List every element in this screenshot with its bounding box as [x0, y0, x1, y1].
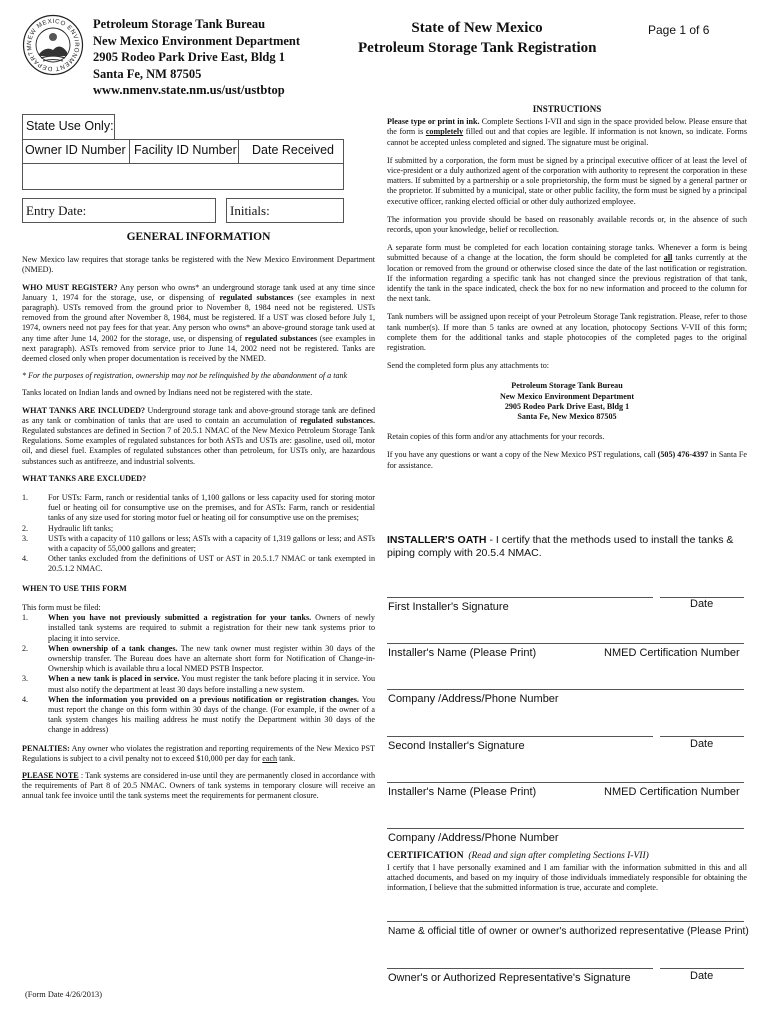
department-name: New Mexico Environment Department [93, 33, 301, 48]
paragraph-emphasis: completely [425, 127, 464, 137]
please-note-paragraph [22, 771, 375, 802]
entry-date-field[interactable]: Entry Date: [22, 198, 216, 223]
installers-oath [387, 534, 747, 560]
first-installer-signature-line[interactable] [387, 597, 653, 598]
date-label: Date [690, 738, 714, 750]
owner-signature-label: Owner's or Authorized Representative's Signature [388, 972, 631, 984]
instructions-paragraph-2: If submitted by a corporation, the form must be signed by a principal executive officer of at least the level of vice-president or a duly authorized agent of the corporation with authority to represent the corporation in these matters. If submitted by a partnership or a sole proprietorship, the form must be signed by a general partner or the proprietor. If submitted by a municipal, state or other public facility, the form must be signed by a principal executive officer, ranking elected official or other duly authorized employee. [387, 155, 747, 206]
paragraph-text: Complete Sections I-VII and sign in the space provided below. Please ensure that the form is [387, 117, 747, 137]
state-use-only-label: State Use Only: [22, 114, 115, 140]
paragraph-emphasis: Please type or print in ink. [387, 117, 480, 127]
company-line[interactable] [387, 689, 744, 690]
general-information-column [22, 232, 375, 809]
instructions-paragraph-4 [387, 243, 747, 304]
page-number: Page 1 of 6 [648, 23, 710, 37]
company-address-phone-label: Company /Address/Phone Number [388, 693, 559, 705]
paragraph-text: (see examples in next paragraph). USTs removed from the ground prior to November 8, 1984 need not be registered. USTs removed from the ground after November 8, 1984, must be registered. If a UST was closed before July 1, 1974, owners need not pay fees for that year. Any person who owns* an above-ground storage tank used at any time after June 14, 2002 for the storage, use, or dispensing of [22, 292, 376, 343]
list-number: 2. [22, 523, 29, 533]
certification-text: I certify that I have personally examined and I am familiar with the information submitted in this and all attached documents, and based on my inquiry of those individuals immediately responsible for obtaining the information, I believe that the submitted information is true, accurate and complete. [387, 863, 747, 893]
city-state-zip: Santa Fe, NM 87505 [93, 66, 202, 81]
nmed-certification-label: NMED Certification Number [604, 786, 740, 798]
list-item [22, 674, 375, 694]
form-title [358, 18, 596, 58]
intro-paragraph: New Mexico law requires that storage tanks be registered with the New Mexico Environment Department (NMED). [22, 255, 375, 275]
list-text: You must report the change on this form within 30 days of the change. (For example, if the owner of a tank system changes his mailing address he must notify the Department within 30 days of the change in address) [48, 694, 375, 735]
facility-id-field[interactable]: Facility ID Number [134, 143, 237, 157]
mailing-address [387, 381, 747, 422]
paragraph-text: (see examples in next paragraph). ASTs removed from service prior to June 14, 2002 need not be registered. Tanks are deemed closed only when proper documentation is received by the NMED. [22, 333, 376, 364]
list-emphasis: When a new tank is placed in service. [48, 674, 180, 684]
owner-name-title-line[interactable] [387, 921, 744, 922]
street-address: 2905 Rodeo Park Drive East, Bldg 1 [93, 50, 286, 64]
paragraph-emphasis: all [663, 253, 673, 263]
list-number: 1. [22, 613, 29, 623]
list-item [22, 554, 375, 574]
bureau-address-block [93, 16, 300, 99]
list-text: You must register the tank before placing it in service. You must also notify the department at least 30 days before installing a new system. [48, 674, 375, 694]
certification-title [387, 851, 649, 861]
list-item [22, 613, 375, 644]
tanks-included-paragraph [22, 406, 375, 467]
address-line: New Mexico Environment Department [499, 391, 635, 401]
list-number: 1. [22, 493, 29, 503]
initials-field[interactable]: Initials: [226, 198, 344, 223]
owner-name-title-label: Name & official title of owner or owner's authorized representative (Please Print) [388, 926, 749, 937]
paragraph-text: filled out and that copies are legible. If information is not known, so indicate. Forms cannot be accepted unless completed and signed. The signature must be original. [387, 127, 747, 147]
paragraph-text: Any person who owns* an underground storage tank used at any time since January 1, 1974 for the storage, use, or dispensing of [22, 282, 375, 302]
list-number: 3. [22, 533, 29, 543]
list-text: For USTs: Farm, ranch or residential tanks of 1,100 gallons or less capacity used for storing motor fuel or heating oil for consumptive use on the premises, and for ASTs: Farm, ranch or residential tanks of any size used for storing motor fuel or heating oil for consumptive use on the premises; [48, 493, 375, 523]
list-text: The new tank owner must register within 30 days of the ownership transfer. The Bureau does have an alternate short form for Notification of Change-in-Ownership which is available thru a local NMED PSTB Inspector. [48, 643, 375, 674]
paragraph-text: Underground storage tank and above-ground storage tank are defined as any tank or combination of tanks that are used to contain an accumulation of [22, 405, 375, 425]
when-to-use-label: WHEN TO USE THIS FORM [22, 583, 127, 593]
date-received-field[interactable]: Date Received [252, 143, 334, 157]
company-address-phone-label: Company /Address/Phone Number [388, 832, 559, 844]
oath-text: - I certify that the methods used to install the tanks & piping comply with 20.5.4 NMAC. [387, 534, 734, 559]
when-to-use-list [22, 613, 375, 735]
installer-name-line[interactable] [387, 643, 744, 644]
list-text: USTs with a capacity of 110 gallons or less; ASTs with a capacity of 1,319 gallons or less; and ASTs with a capacity of 55,000 gallons and greater; [48, 533, 375, 554]
paragraph-text: in Santa Fe for assistance. [387, 450, 748, 470]
date-label: Date [690, 970, 714, 982]
certification-note: (Read and sign after completing Sections I-VII) [468, 851, 649, 861]
tanks-excluded-label: WHAT TANKS ARE EXCLUDED? [22, 473, 147, 483]
paragraph-emphasis: regulated substances. [300, 415, 375, 425]
list-item [22, 534, 375, 554]
paragraph-text: tanks currently at the location or removed from the ground or otherwise closed since the date of the last notification or registration. If the information regarding a specific tank has not changed since the previous registration of that tank, identify the tank in the space indicated, check the box for no new information and proceed to the column for the next tank. [387, 253, 747, 304]
instructions-column [387, 104, 747, 479]
website-url: www.nmenv.state.nm.us/ust/ustbtop [93, 83, 285, 97]
who-must-register-label: WHO MUST REGISTER? [22, 282, 118, 292]
list-number: 4. [22, 694, 29, 704]
form-title-line1: State of New Mexico [411, 20, 543, 36]
list-text: Hydraulic lift tanks; [48, 523, 114, 533]
paragraph-emphasis: regulated substances [219, 292, 294, 302]
installer-name-label: Installer's Name (Please Print) [388, 647, 537, 659]
list-text: Other tanks excluded from the definitions of UST or AST in 20.5.1.7 NMAC or tank exempted in 20.5.1.2 NMAC. [48, 554, 375, 574]
address-line: 2905 Rodeo Park Drive East, Bldg 1 [504, 401, 630, 411]
date-line[interactable] [660, 736, 744, 737]
svg-text:NEW MEXICO ENVIRONMENT DEPARTM [22, 14, 80, 72]
form-title-line2: Petroleum Storage Tank Registration [358, 40, 597, 56]
paragraph-text: Regulated substances are defined in Section 7 of 20.5.1 NMAC of the New Mexico Petroleum Storage Tank Regulations. Some examples of regulated substances for both ASTs and USTs are: gasoline, used oil, motor oil, and diesel fuel. Examples of regulated substances other than petroleum, for USTs only, are hazardous substances such as antifreeze, and industrial solvents. [22, 426, 375, 466]
installer-name-label: Installer's Name (Please Print) [388, 786, 537, 798]
paragraph-emphasis: regulated substances [244, 333, 318, 343]
tanks-included-label: WHAT TANKS ARE INCLUDED? [22, 405, 146, 415]
date-label: Date [690, 598, 714, 610]
ownership-footnote: * For the purposes of registration, ownership may not be relinquished by the abandonment of a tank [22, 371, 348, 381]
paragraph-text: A separate form must be completed for each location containing storage tanks. Whenever a form is being submitted because of a change at the location, the form should be completed for [387, 243, 747, 263]
seal-text: NEW MEXICO ENVIRONMENT DEPARTM [25, 17, 81, 73]
list-emphasis: When ownership of a tank changes. [48, 643, 178, 653]
list-number: 4. [22, 554, 29, 564]
bureau-name: Petroleum Storage Tank Bureau [93, 17, 266, 31]
list-emphasis: When the information you provided on a previous notification or registration changes. [48, 694, 359, 704]
state-use-headers [22, 139, 344, 163]
list-number: 3. [22, 674, 29, 684]
penalties-paragraph [22, 744, 375, 764]
second-installer-signature-line[interactable] [387, 736, 653, 737]
company-line[interactable] [387, 828, 744, 829]
nmed-certification-label: NMED Certification Number [604, 647, 740, 659]
list-number: 2. [22, 643, 29, 653]
when-to-use-intro: This form must be filed: [22, 602, 101, 612]
installer-name-line[interactable] [387, 782, 744, 783]
list-text: Owners of newly installed tank systems are required to submit a registration for their new tank systems prior to placing it into service. [48, 613, 375, 643]
list-item [22, 695, 375, 736]
please-note-label: PLEASE NOTE [22, 770, 79, 780]
list-item [22, 644, 375, 675]
instructions-paragraph-6: Send the completed form plus any attachments to: [387, 361, 550, 371]
address-line: Petroleum Storage Tank Bureau [511, 381, 623, 391]
form-date: (Form Date 4/26/2013) [25, 990, 102, 999]
first-installer-signature-label: First Installer's Signature [388, 601, 509, 613]
date-line[interactable] [660, 968, 744, 969]
list-emphasis: When you have not previously submitted a registration for your tanks. [48, 613, 312, 623]
general-information-heading: GENERAL INFORMATION [126, 231, 271, 243]
paragraph-text: Any owner who violates the registration and reporting requirements of the New Mexico PST Regulations is subject to a civil penalty not to exceed $10,000 per day for [22, 743, 375, 763]
second-installer-signature-label: Second Installer's Signature [388, 740, 525, 752]
instructions-paragraph-7: Retain copies of this form and/or any attachments for your records. [387, 432, 605, 442]
owner-id-field[interactable]: Owner ID Number [25, 143, 126, 157]
instructions-paragraph-5: Tank numbers will be assigned upon receipt of your Petroleum Storage Tank registration. Please, refer to those tank number(s). If more than 5 tanks are owned at any location, photocopy Sections V-VII of this form; complete them for the additional tanks and staple photocopies of the completed pages to the original registration. [387, 312, 747, 353]
paragraph-text: If you have any questions or want a copy of the New Mexico PST regulations, call [387, 450, 658, 460]
who-must-register-paragraph [22, 283, 375, 365]
paragraph-text: tank. [277, 753, 296, 763]
divider [22, 163, 344, 164]
list-item [22, 493, 375, 524]
excluded-list [22, 493, 375, 575]
list-item [22, 524, 375, 534]
instructions-paragraph-3: The information you provide should be based on reasonably available records or, in the absence of such records, upon your knowledge, belief or recollection. [387, 214, 747, 235]
owner-signature-line[interactable] [387, 968, 653, 969]
phone-number: (505) 476-4397 [657, 450, 709, 460]
instructions-paragraph-8 [387, 450, 747, 470]
paragraph-text: : Tank systems are considered in-use until they are permanently closed in accordance with the requirements of Part 8 of 20.5 NMAC. Owners of tank systems in temporary closure will receive an annual tank fee invoice until the tank systems meet the requirements for permanent closure. [22, 770, 375, 801]
instructions-heading: INSTRUCTIONS [532, 104, 602, 114]
indian-lands-note: Tanks located on Indian lands and owned by Indians need not be registered with the state. [22, 388, 313, 398]
penalties-label: PENALTIES: [22, 743, 70, 753]
instructions-paragraph-1 [387, 117, 747, 148]
address-line: Santa Fe, New Mexico 87505 [517, 412, 617, 422]
installers-oath-label: INSTALLER'S OATH [387, 534, 487, 546]
paragraph-emphasis: each [262, 753, 278, 763]
nmed-seal-logo [22, 14, 84, 76]
certification-label: CERTIFICATION [387, 851, 464, 861]
